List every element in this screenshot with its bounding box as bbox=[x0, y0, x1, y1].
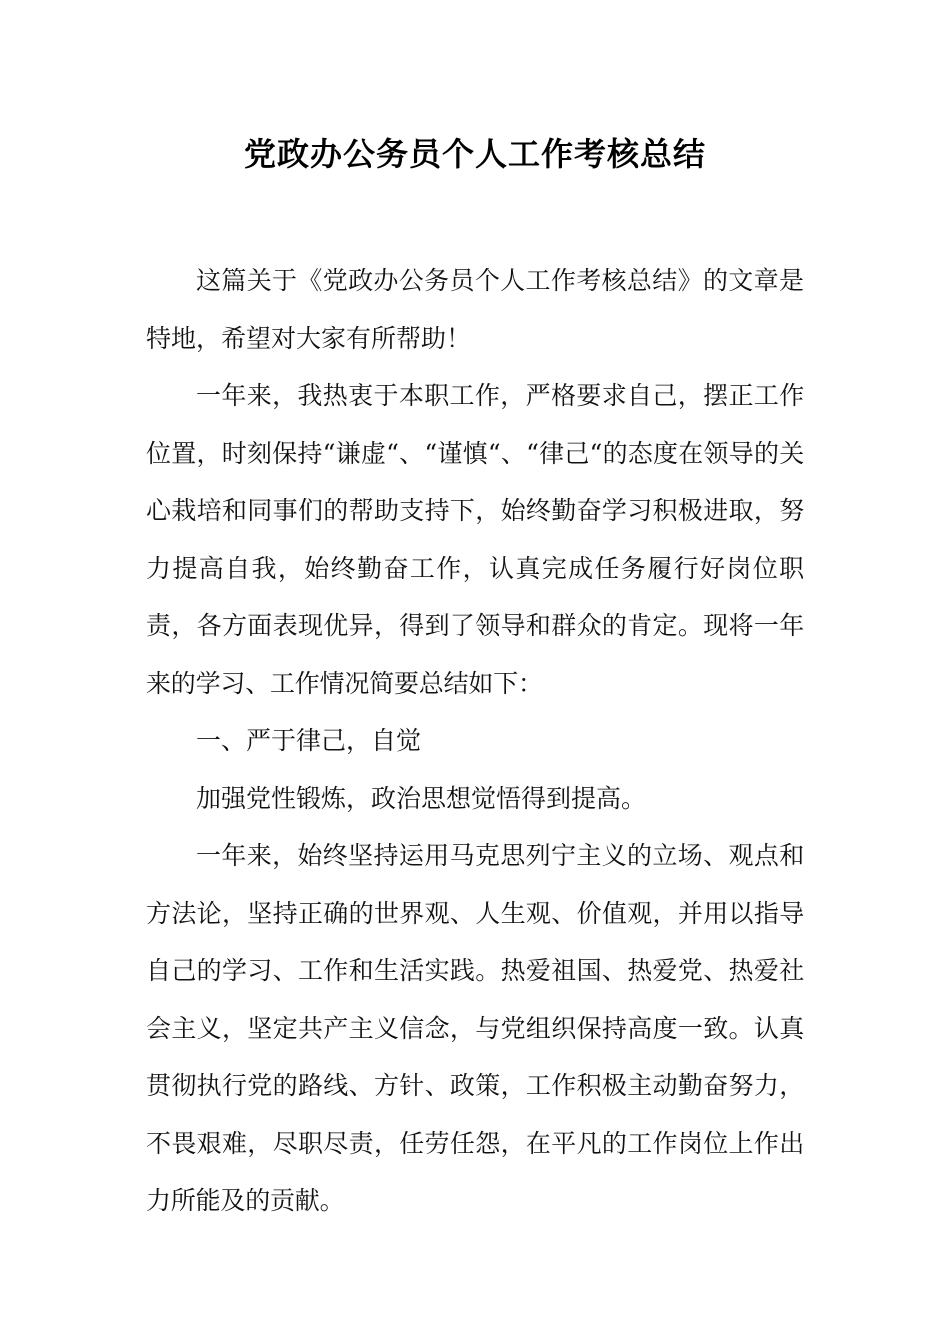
paragraph-section-1-body: 一年来，始终坚持运用马克思列宁主义的立场、观点和方法论，坚持正确的世界观、人生观、价值观，并用以指导自己的学习、工作和生活实践。热爱祖国、热爱党、热爱社会主义，坚定共产主义信念，与党组织保持高度一致。认真贯彻执行党的路线、方针、政策，工作积极主动勤奋努力，不畏艰难，尽职尽责，任劳任怨，在平凡的工作岗位上作出力所能及的贡献。 bbox=[146, 841, 804, 1215]
document-title: 党政办公务员个人工作考核总结 bbox=[243, 135, 706, 173]
paragraph-section-1-lead: 加强党性锻炼，政治思想觉悟得到提高。 bbox=[196, 783, 647, 813]
document-body bbox=[146, 252, 804, 1230]
section-heading-1: 一、严于律己，自觉 bbox=[196, 726, 422, 755]
paragraph-overview: 一年来，我热衷于本职工作，严格要求自己，摆正工作位置，时刻保持“谦虚“、“谨慎“、“律己“的态度在领导的关心栽培和同事们的帮助支持下，始终勤奋学习积极进取，努力提高自我，始终勤奋工作，认真完成任务履行好岗位职责，各方面表现优异，得到了领导和群众的肯定。现将一年来的学习、工作情况简要总结如下： bbox=[146, 381, 804, 698]
paragraph-intro: 这篇关于《党政办公务员个人工作考核总结》的文章是特地，希望对大家有所帮助！ bbox=[146, 266, 804, 353]
